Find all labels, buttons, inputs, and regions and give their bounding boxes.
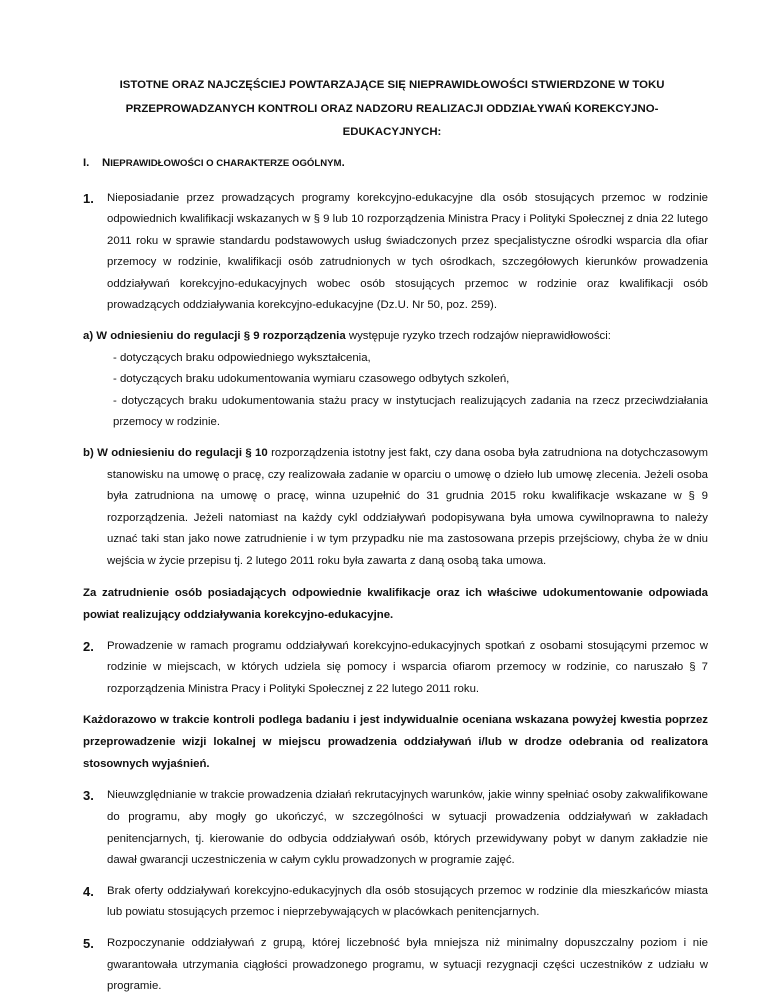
item-text: Nieposiadanie przez prowadzących programy korekcyjno-edukacyjne dla osób stosujących przemoc w rodzinie odpowiednich kwalifikacji wskazanych w § 9 lub 10 rozporządzenia Ministra Pracy i Polityki Społecznej z dnia 22 lutego 2011 roku w sprawie standardu podstawowych usług świadczonych przez specjalistyczne ośrodki wsparcia dla ofiar przemocy w rodzinie, kwalifikacji osób zatrudnionych w tych ośrodkach, szczegółowych kierunków prowadzenia oddziaływań korekcyjno-edukacyjnych wobec osób stosujących przemoc w rodzinie oraz kwalifikacji osób prowadzących oddziaływania korekcyjno-edukacyjne (Dz.U. Nr 50, poz. 259). bbox=[107, 191, 708, 312]
list-item-2 bbox=[83, 636, 708, 701]
section-heading bbox=[83, 153, 708, 174]
item-text: Rozpoczynanie oddziaływań z grupą, której liczebność była mniejsza niż minimalny dopuszczalny poziom i nie gwarantowała utrzymania ciągłości prowadzonego programu, w sytuacji rezygnacji części uczestników z udziału w programie. bbox=[107, 936, 708, 993]
section-title-rest: IEPRAWIDŁOWOŚCI O CHARAKTERZE OGÓLNYM bbox=[110, 157, 342, 169]
section-title-cap: N bbox=[102, 156, 111, 169]
bullet-item: - dotyczących braku udokumentowania wymiaru czasowego odbytych szkoleń, bbox=[113, 373, 510, 386]
document-title bbox=[83, 74, 708, 145]
item-number: 5. bbox=[83, 935, 94, 951]
title-line-3: EDUKACYJNYCH: bbox=[342, 126, 442, 138]
note-responsibility: Za zatrudnienie osób posiadających odpowiednie kwalifikacje oraz ich właściwe udokumentowanie odpowiada powiat realizujący oddziaływania korekcyjno-edukacyjne. bbox=[83, 586, 708, 621]
item-text: Nieuwzględnianie w trakcie prowadzenia działań rekrutacyjnych warunków, jakie winny spełniać osoby zakwalifikowane do programu, aby mogły go ukończyć, w szczególności w sytuacji prowadzenia oddziaływań w zakładach penitencjarnych, tj. kierowanie do odbycia oddziaływań osób, których przewidywany pobyt w danym zakładzie nie dawał gwarancji uczestniczenia w całym cyklu prowadzonych w programie zajęć. bbox=[107, 789, 708, 867]
subsection-a-rest: występuje ryzyko trzech rodzajów nieprawidłowości: bbox=[345, 330, 611, 343]
item-number: 1. bbox=[83, 190, 94, 206]
item-number: 4. bbox=[83, 883, 94, 899]
list-item-1 bbox=[83, 188, 708, 318]
title-line-1: ISTOTNE ORAZ NAJCZĘŚCIEJ POWTARZAJĄCE SIĘ NIEPRAWIDŁOWOŚCI STWIERDZONE W TOKU bbox=[119, 79, 665, 91]
subsection-a-intro bbox=[83, 326, 708, 348]
subsection-a-bullets bbox=[83, 348, 708, 434]
subsection-b bbox=[83, 443, 708, 573]
subsection-a-bold: a) W odniesieniu do regulacji § 9 rozporządzenia bbox=[83, 330, 346, 343]
bullet-item: - dotyczących braku odpowiedniego wykształcenia, bbox=[113, 351, 371, 364]
title-line-2: PRZEPROWADZANYCH KONTROLI ORAZ NADZORU REALIZACJI ODDZIAŁYWAŃ KOREKCYJNO- bbox=[125, 102, 659, 115]
subsection-a bbox=[83, 326, 708, 434]
section-title-dot: . bbox=[341, 156, 345, 169]
list-item-3 bbox=[83, 785, 708, 871]
subsection-b-text bbox=[83, 443, 708, 573]
bullet-item: - dotyczących braku udokumentowania stażu pracy w instytucjach realizujących zadania na rzecz przeciwdziałania przemocy w rodzinie. bbox=[113, 394, 708, 429]
subsection-b-bold: b) W odniesieniu do regulacji § 10 bbox=[83, 447, 268, 460]
item-number: 2. bbox=[83, 638, 94, 654]
note-inspection: Każdorazowo w trakcie kontroli podlega badaniu i jest indywidualnie oceniana wskazana powyżej kwestia poprzez przeprowadzenie wizji lokalnej w miejscu prowadzenia oddziaływań i/lub w drodze odebrania od realizatora stosownych wyjaśnień. bbox=[83, 714, 708, 771]
item-text: Prowadzenie w ramach programu oddziaływań korekcyjno-edukacyjnych spotkań z osobami stosującymi przemoc w rodzinie w miejscach, w których udziela się pomocy i wsparcia ofiarom przemocy w rodzinie, co naruszało § 7 rozporządzenia Ministra Pracy i Polityki Społecznej z 22 lutego 2011 roku. bbox=[107, 639, 708, 695]
list-item-5 bbox=[83, 933, 708, 998]
section-title bbox=[102, 153, 345, 174]
list-item-4 bbox=[83, 881, 708, 924]
subsection-b-rest: rozporządzenia istotny jest fakt, czy dana osoba była zatrudniona na dotychczasowym stanowisku na umowę o pracę, czy realizowała zadanie w oparciu o umowę o dzieło lub umowę zlecenia. Jeżeli osoba była zatrudniona na umowę o pracę, winna uzupełnić do 31 grudnia 2015 roku kwalifikacje wskazane w § 9 rozporządzenia. Jeżeli natomiast na każdy cykl oddziaływań podopisywana była umowa cywilnoprawna to należy uznać taki stan jako nowe zatrudnienie i w tym przypadku nie ma zastosowana przepis przejściowy, chyba że w dniu wejścia w życie przepisu tj. 2 lutego 2011 roku była zawarta z daną osobą taka umowa. bbox=[107, 447, 708, 567]
section-number: I. bbox=[83, 156, 90, 169]
item-number: 3. bbox=[83, 788, 94, 804]
item-text: Brak oferty oddziaływań korekcyjno-edukacyjnych dla osób stosujących przemoc w rodzinie dla mieszkańców miasta lub powiatu stosujących przemoc i nieprzebywających w placówkach penitencjarnych. bbox=[107, 884, 708, 919]
